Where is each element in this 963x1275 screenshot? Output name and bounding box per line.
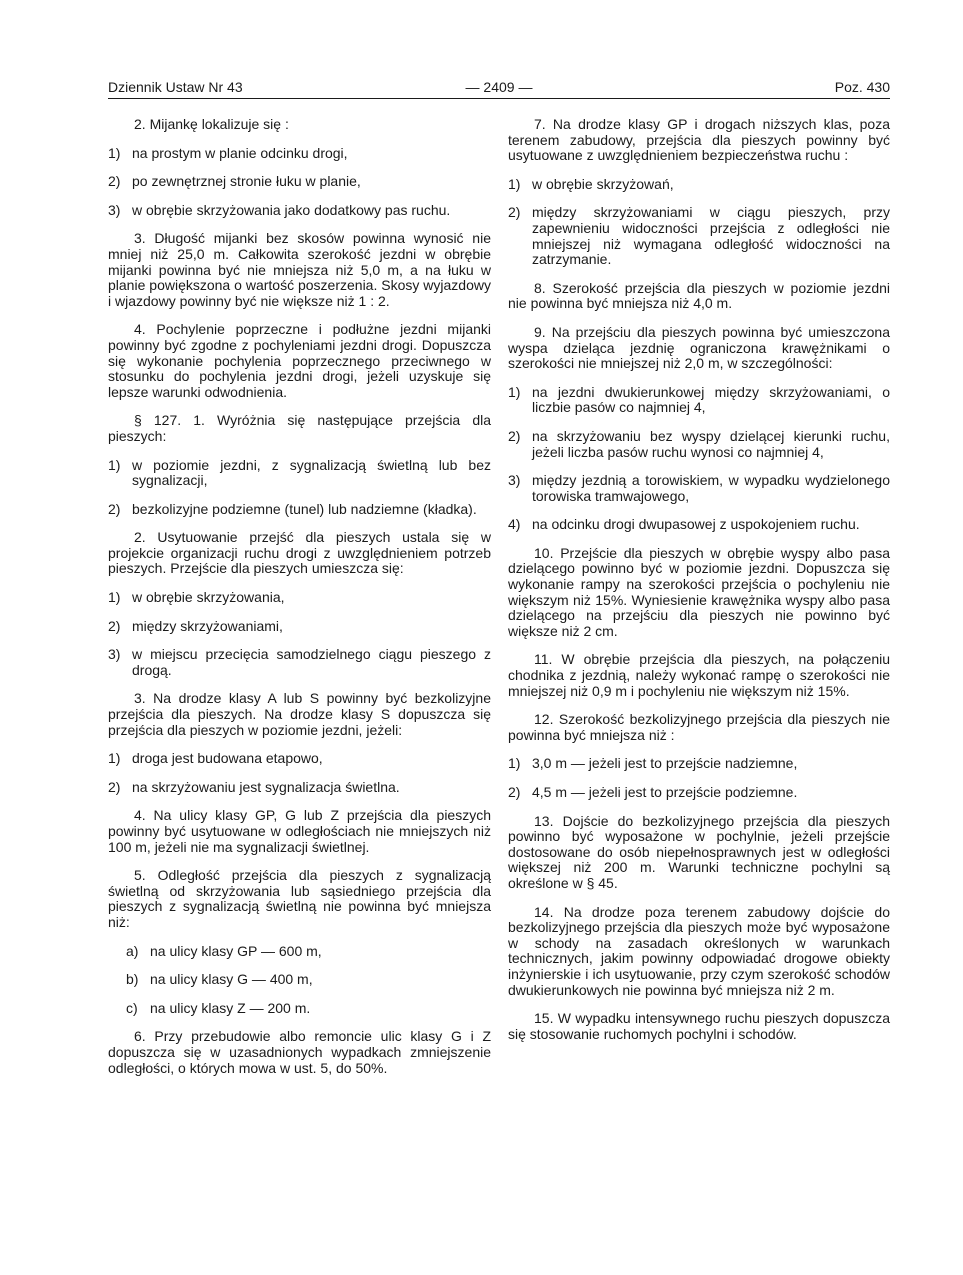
paragraph: § 127. 1. Wyróżnia się następujące przejścia dla pieszych:	[108, 412, 491, 444]
list-item	[508, 205, 890, 267]
paragraph: 11. W obrębie przejścia dla pieszych, na połączeniu chodnika z jezdnią, należy wykonać rampę o szerokości nie mniejszej niż 0,9 m i pochyleniu nie większym niż 15%.	[508, 651, 890, 699]
left-column	[108, 117, 491, 1089]
page-header	[108, 78, 890, 98]
list-item-text: na ulicy klasy Z — 200 m.	[150, 999, 311, 1016]
list-item-number: a)	[126, 942, 139, 959]
paragraph: 6. Przy przebudowie albo remoncie ulic klasy G i Z dopuszcza się w uzasadnionych wypadkach zmniejszenie odległości, o których mowa w ust. 5, do 50%.	[108, 1028, 491, 1076]
list-item	[108, 590, 491, 606]
list-item-number: 2)	[108, 778, 121, 795]
list-item-number: 1)	[108, 750, 121, 767]
list-item-text: w obrębie skrzyżowania,	[132, 589, 285, 606]
list-item	[108, 619, 491, 635]
list-item-text: na odcinku drogi dwupasowej z uspokojeniem ruchu.	[532, 516, 860, 533]
list-item-text: w miejscu przecięcia samodzielnego ciągu pieszego z drogą.	[132, 646, 491, 678]
list-item-number: 2)	[508, 427, 521, 444]
list-item-text: na ulicy klasy GP — 600 m,	[150, 942, 322, 959]
sub-list-item	[108, 944, 491, 960]
list-item	[508, 517, 890, 533]
list-item	[108, 751, 491, 767]
list-item-number: 4)	[508, 516, 521, 533]
list-item	[108, 458, 491, 489]
list-item-text: w obrębie skrzyżowań,	[532, 175, 674, 192]
paragraph: 4. Na ulicy klasy GP, G lub Z przejścia dla pieszych powinny być usytuowane w odległościach nie mniejszych niż 100 m, jeżeli nie ma sygnalizacji świetlnej.	[108, 807, 491, 855]
list-item-number: 2)	[508, 784, 521, 800]
list-item-text: droga jest budowana etapowo,	[132, 750, 323, 767]
list-item-number: c)	[126, 999, 138, 1016]
paragraph: 3. Na drodze klasy A lub S powinny być bezkolizyjne przejścia dla pieszych. Na drodze klasy S dopuszcza się przejścia dla pieszych w poziomie jezdni, jeżeli:	[108, 690, 491, 738]
paragraph: 2. Mijankę lokalizuje się :	[134, 116, 289, 132]
header-rule	[108, 98, 890, 99]
list-item	[108, 502, 491, 518]
list-item	[108, 647, 491, 678]
paragraph: 8. Szerokość przejścia dla pieszych w poziomie jezdni nie powinna być mniejsza niż 4,0 m.	[508, 279, 890, 312]
list-item-number: 2)	[508, 204, 521, 221]
list-item	[108, 146, 491, 162]
paragraph: 9. Na przejściu dla pieszych powinna być umieszczona wyspa dzieląca jezdnię ograniczona krawężnikami o szerokości nie mniejszej niż 2,0 m, w szczególności:	[508, 323, 890, 372]
paragraph: 10. Przejście dla pieszych w obrębie wyspy albo pasa dzielącego powinno być w poziomie jezdni. Dopuszcza się wykonanie rampy na szerokości przejścia o pochyleniu nie większym niż 15%. Wyniesienie krawężnika wyspy albo pasa dzielącego na przejściu dla pieszych nie powinno być większe niż 2 cm.	[508, 544, 890, 639]
list-item	[508, 429, 890, 460]
right-column	[508, 117, 890, 1055]
list-item-number: 3)	[508, 472, 521, 489]
list-item-number: 2)	[108, 500, 121, 517]
list-item-text: między skrzyżowaniami,	[132, 617, 283, 634]
list-item-number: 3)	[108, 201, 121, 218]
list-item-number: 3)	[108, 646, 121, 663]
list-item-number: 1)	[508, 755, 521, 772]
paragraph: 5. Odległość przejścia dla pieszych z sygnalizacją świetlną od skrzyżowania lub sąsiedniego przejścia dla pieszych z sygnalizacją świetlną nie powinna być mniejsza niż:	[108, 867, 491, 930]
list-item-text: po zewnętrznej stronie łuku w planie,	[132, 173, 361, 190]
list-item-text: 4,5 m — jeżeli jest to przejście podziemne.	[532, 784, 798, 800]
list-item	[508, 385, 890, 416]
journal-title: Dziennik Ustaw Nr 43	[108, 79, 243, 95]
list-item	[108, 174, 491, 190]
list-item-text: między skrzyżowaniami w ciągu pieszych, przy zapewnieniu widoczności przejścia z odległości nie mniejszej niż wymagana odległość widoczności na zatrzymanie.	[532, 204, 890, 268]
list-item	[508, 756, 890, 772]
list-item-text: bezkolizyjne podziemne (tunel) lub nadziemne (kładka).	[132, 500, 477, 517]
sub-list-item	[108, 1001, 491, 1017]
paragraph: 13. Dojście do bezkolizyjnego przejścia dla pieszych powinno być wyposażone w pochylnie, jeżeli przejście dostosowane do osób niepełnosprawnych jest w odległości większej niż 200 m. Warunki techniczne pochylni są określone w § 45.	[508, 812, 890, 891]
list-item-number: b)	[126, 971, 139, 988]
page-number: — 2409 —	[465, 79, 533, 95]
list-item	[508, 473, 890, 504]
list-item-number: 1)	[508, 383, 521, 400]
position-number: Poz. 430	[834, 79, 890, 95]
sub-list-item	[108, 972, 491, 988]
list-item	[508, 785, 890, 801]
list-item-number: 2)	[108, 173, 121, 190]
list-item-text: na prostym w planie odcinku drogi,	[132, 144, 348, 161]
paragraph: 14. Na drodze poza terenem zabudowy dojście do bezkolizyjnego przejścia dla pieszych może być wyposażone w schody na zasadach określonych w warunkach technicznych, jakim powinny odpowiadać drogowe obiekty inżynierskie i ich usytuowanie, przy czym szerokość schodów dwukierunkowych nie powinna być mniejsza niż 2 m.	[508, 903, 890, 998]
paragraph: 15. W wypadku intensywnego ruchu pieszych dopuszcza się stosowanie ruchomych pochylni i schodów.	[508, 1010, 890, 1042]
list-item-text: 3,0 m — jeżeli jest to przejście nadziemne,	[532, 755, 798, 772]
paragraph: 2. Usytuowanie przejść dla pieszych ustala się w projekcie organizacji ruchu drogi z uwzględnieniem potrzeb pieszych. Przejście dla pieszych umieszcza się:	[108, 529, 491, 577]
list-item	[108, 780, 491, 796]
list-item-text: na skrzyżowaniu jest sygnalizacja świetlna.	[132, 778, 400, 795]
paragraph: 7. Na drodze klasy GP i drogach niższych klas, poza terenem zabudowy, przejścia dla pieszych powinny być usytuowane z uwzględnieniem bezpieczeństwa ruchu :	[508, 116, 890, 164]
list-item-number: 1)	[108, 589, 121, 606]
paragraph: 12. Szerokość bezkolizyjnego przejścia dla pieszych nie powinna być mniejsza niż :	[508, 711, 890, 743]
list-item-text: w obrębie skrzyżowania jako dodatkowy pas ruchu.	[132, 201, 451, 218]
list-item-text: na skrzyżowaniu bez wyspy dzielącej kierunki ruchu, jeżeli liczba pasów ruchu wynosi co najmniej 4,	[532, 427, 890, 460]
list-item-text: w poziomie jezdni, z sygnalizacją świetlną lub bez sygnalizacji,	[132, 456, 491, 489]
paragraph: 4. Pochylenie poprzeczne i podłużne jezdni mijanki powinny być zgodne z pochyleniami jezdni drogi. Dopuszcza się wykonanie pochylenia poprzecznego przeciwnego w stosunku do pochylenia jezdni drogi, jeżeli uzyskuje się lepsze warunki odwodnienia.	[108, 321, 491, 400]
list-item	[108, 203, 491, 219]
list-item-number: 1)	[108, 456, 121, 473]
list-item-number: 1)	[508, 175, 521, 192]
list-item-text: na jezdni dwukierunkowej między skrzyżowaniami, o liczbie pasów co najmniej 4,	[532, 383, 890, 416]
list-item-text: na ulicy klasy G — 400 m,	[150, 971, 313, 988]
list-item-number: 2)	[108, 617, 121, 634]
list-item	[508, 177, 890, 193]
list-item-number: 1)	[108, 144, 121, 161]
list-item-text: między jezdnią a torowiskiem, w wypadku wydzielonego torowiska tramwajowego,	[532, 472, 890, 504]
paragraph: 3. Długość mijanki bez skosów powinna wynosić nie mniej niż 25,0 m. Całkowita szerokość jezdni w obrębie mijanki powinna być nie mniejsza niż 5,0 m, a na łuku w planie powiększona o wartość poszerzenia. Skosy wyjazdowy i wjazdowy powinny być nie większe niż 1 : 2.	[108, 230, 491, 309]
